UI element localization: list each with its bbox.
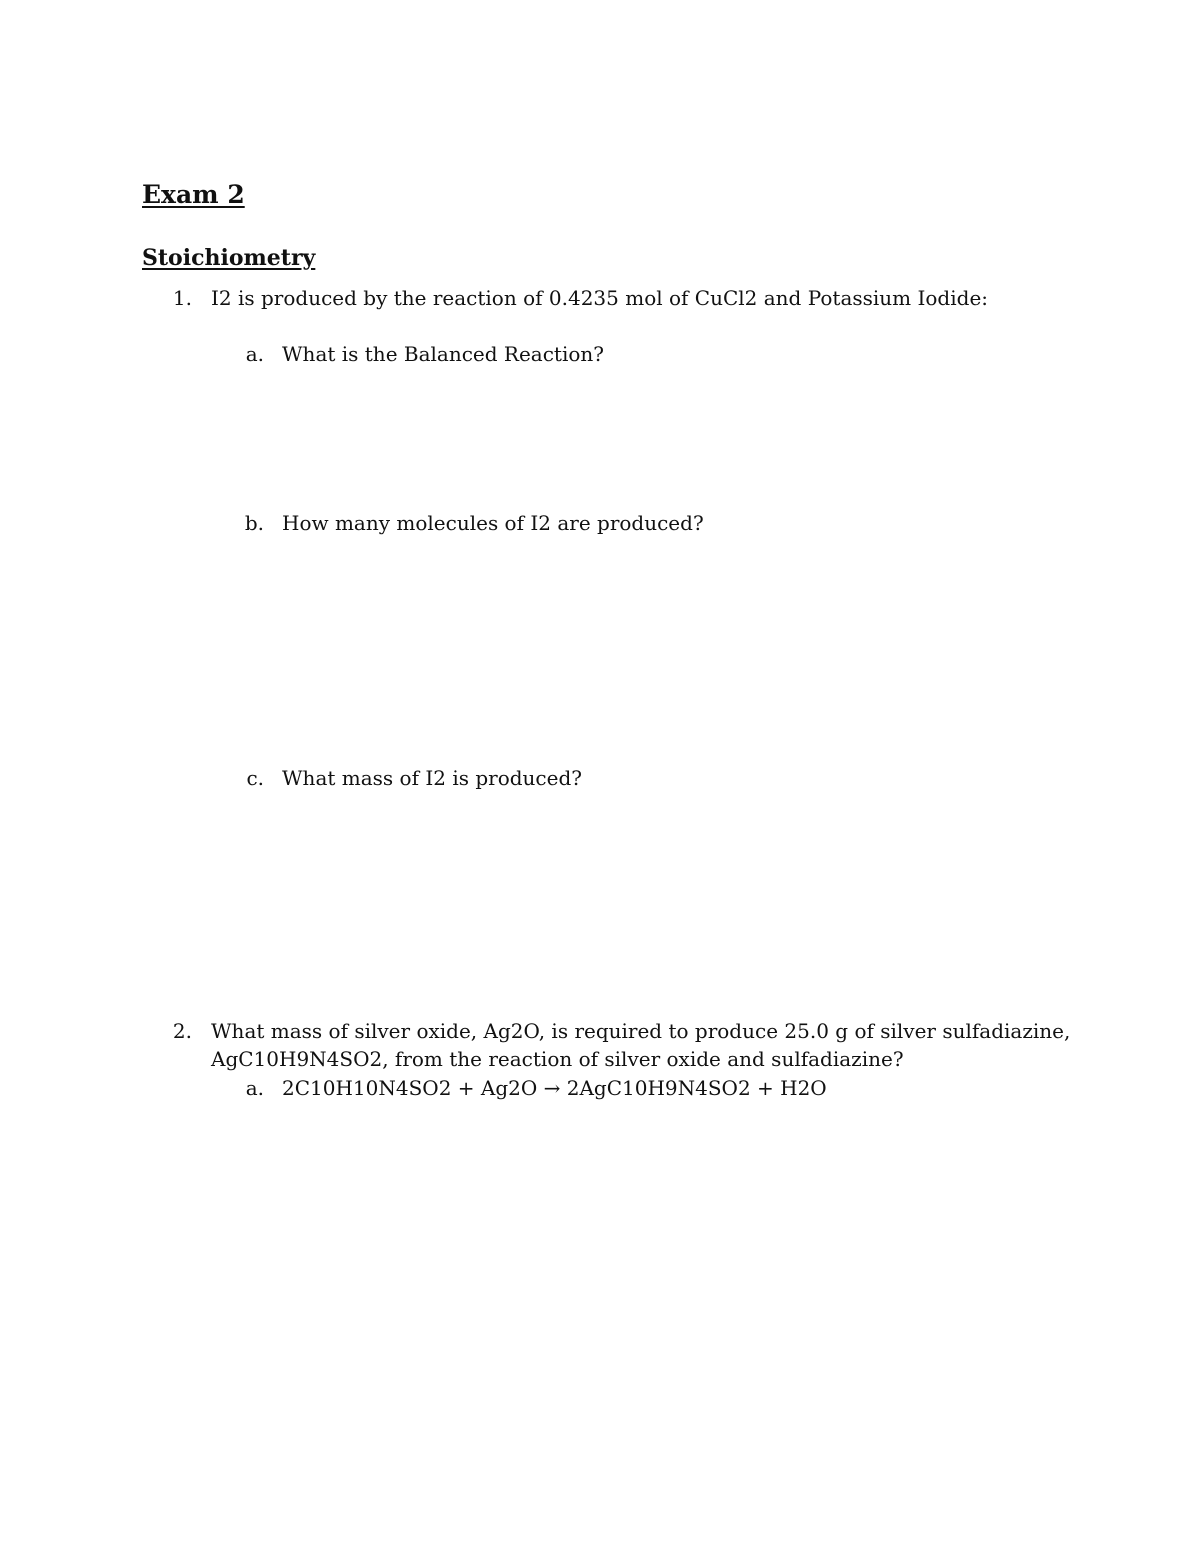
- question-1-number: 1.: [172, 286, 192, 310]
- question-1a-label: a.: [245, 342, 264, 366]
- question-2-text-line1: What mass of silver oxide, Ag2O, is required to produce 25.0 g of silver sulfadiazine,: [211, 1019, 1071, 1043]
- question-2a-label: a.: [245, 1076, 264, 1100]
- question-1-text: I2 is produced by the reaction of 0.4235 mol of CuCl2 and Potassium Iodide:: [211, 286, 989, 310]
- question-2a-equation: 2C10H10N4SO2 + Ag2O → 2AgC10H9N4SO2 + H2O: [282, 1076, 827, 1100]
- exam-title: Exam 2: [142, 180, 245, 209]
- question-1b-text: How many molecules of I2 are produced?: [282, 511, 704, 535]
- question-1c-text: What mass of I2 is produced?: [282, 766, 582, 790]
- section-heading: Stoichiometry: [142, 245, 316, 271]
- question-1a-text: What is the Balanced Reaction?: [282, 342, 605, 366]
- question-2-number: 2.: [172, 1019, 192, 1043]
- question-2-text-line2: AgC10H9N4SO2, from the reaction of silver oxide and sulfadiazine?: [211, 1047, 904, 1071]
- question-1c-label: c.: [246, 766, 264, 790]
- question-1b-label: b.: [244, 511, 264, 535]
